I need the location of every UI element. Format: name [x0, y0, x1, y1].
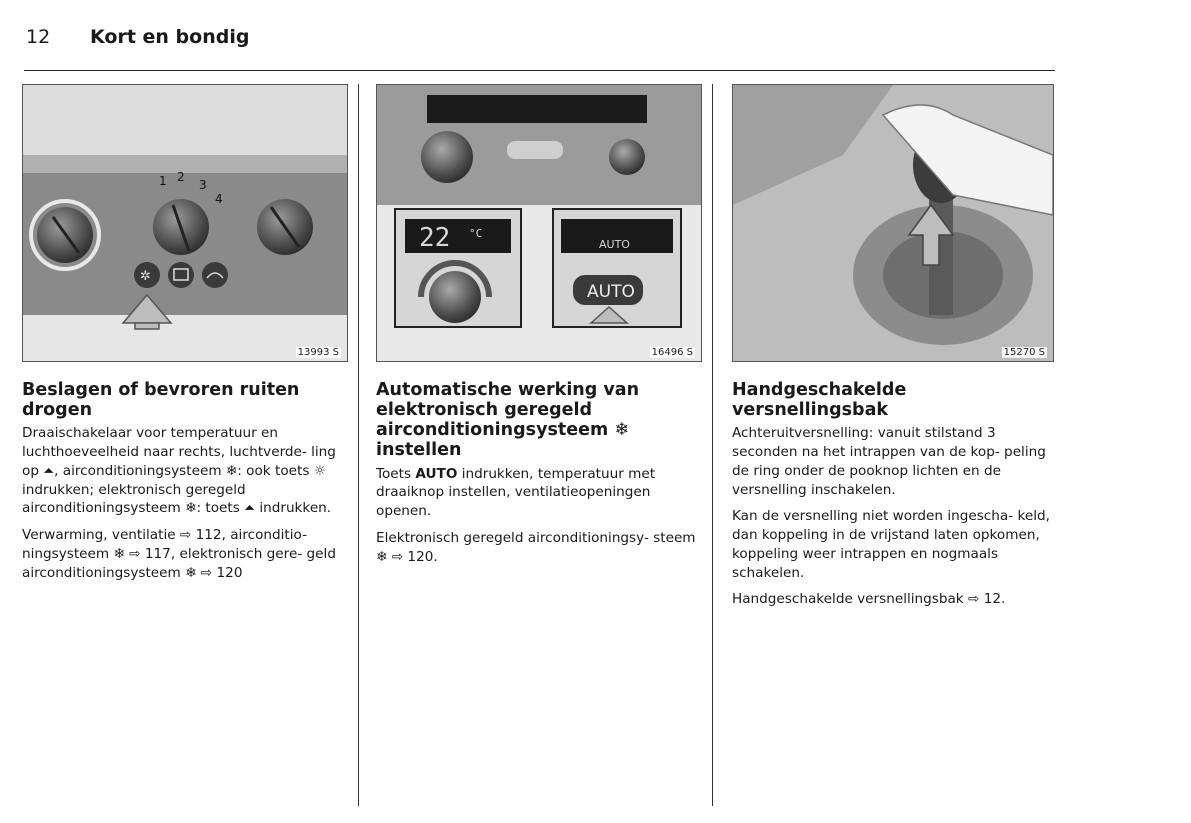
paragraph: Draaischakelaar voor temperatuur en luchthoeveelheid naar rechts, luchtverde- ling op ⏶, airconditioningsysteem ❄: ook toets ☼ indrukken; elektronisch geregeld airconditioningsysteem ❄: toets ⏶ indrukken.	[22, 425, 336, 517]
column-divider-2	[712, 84, 713, 806]
fan-knob[interactable]	[609, 139, 645, 175]
paragraph: Toets AUTO indrukken, temperatuur met draaiknop instellen, ventilatieopeningen openen.	[376, 465, 656, 519]
fan-level-1: 1	[159, 174, 167, 188]
figure-gear-lever	[732, 84, 1054, 362]
ac-icon: ✲	[140, 269, 151, 284]
column-defrost	[22, 84, 352, 590]
header-rule	[24, 70, 1055, 71]
display-temperature: 22	[419, 223, 451, 253]
rear-window-button[interactable]	[168, 262, 194, 288]
paragraph: Verwarming, ventilatie ⇨ 112, airconditio- ningsysteem ❄ ⇨ 117, elektronisch gere- geld airconditioningsysteem ❄ ⇨ 120	[22, 527, 336, 581]
page-title: Kort en bondig	[90, 26, 250, 48]
figure-climate-controls	[22, 84, 348, 362]
section-heading: Beslagen of bevroren ruiten drogen	[22, 380, 300, 421]
auto-button-label: AUTO	[587, 282, 635, 302]
paragraph: Elektronisch geregeld airconditioningsy- steem ❄ ⇨ 120.	[376, 529, 696, 565]
fan-level-2: 2	[177, 170, 185, 184]
figure-code: 13993 S	[297, 347, 339, 358]
page-number: 12	[26, 26, 51, 48]
column-divider-1	[358, 84, 359, 806]
paragraph: Kan de versnelling niet worden ingescha- keld, dan koppeling in de vrijstand laten opkomen, koppeling weer intrappen en nogmaals schakelen.	[732, 508, 1050, 581]
section-heading: Handgeschakelde versnellingsbak	[732, 380, 907, 421]
fan-level-4: 4	[215, 192, 223, 206]
auto-eco-buttons[interactable]	[507, 141, 563, 159]
paragraph: Achteruitversnelling: vanuit stilstand 3 seconden na het intrappen van de kop- peling de ring onder de pooknop lichten en de versnelling inschakelen.	[732, 425, 1046, 498]
temperature-knob-detail[interactable]	[429, 271, 481, 323]
display-strip	[427, 95, 647, 123]
temperature-knob[interactable]	[421, 131, 473, 183]
climate-panel-illustration	[23, 85, 347, 361]
electronic-climate-illustration	[377, 85, 701, 361]
auto-keyword: AUTO	[415, 465, 458, 482]
display-unit: °C	[469, 227, 483, 240]
figure-code: 15270 S	[1003, 347, 1045, 358]
figure-electronic-climate	[376, 84, 702, 362]
column-gearbox	[732, 84, 1062, 617]
fan-level-3: 3	[199, 178, 207, 192]
recirculation-button[interactable]	[202, 262, 228, 288]
column-auto-ac	[376, 84, 706, 574]
paragraph: Handgeschakelde versnellingsbak ⇨ 12.	[732, 591, 1006, 608]
section-heading: Automatische werking van elektronisch geregeld airconditioningsysteem ❄ instellen	[376, 380, 640, 461]
display-auto: AUTO	[599, 238, 630, 251]
gear-lever-illustration	[733, 85, 1053, 361]
figure-code: 16496 S	[651, 347, 693, 358]
